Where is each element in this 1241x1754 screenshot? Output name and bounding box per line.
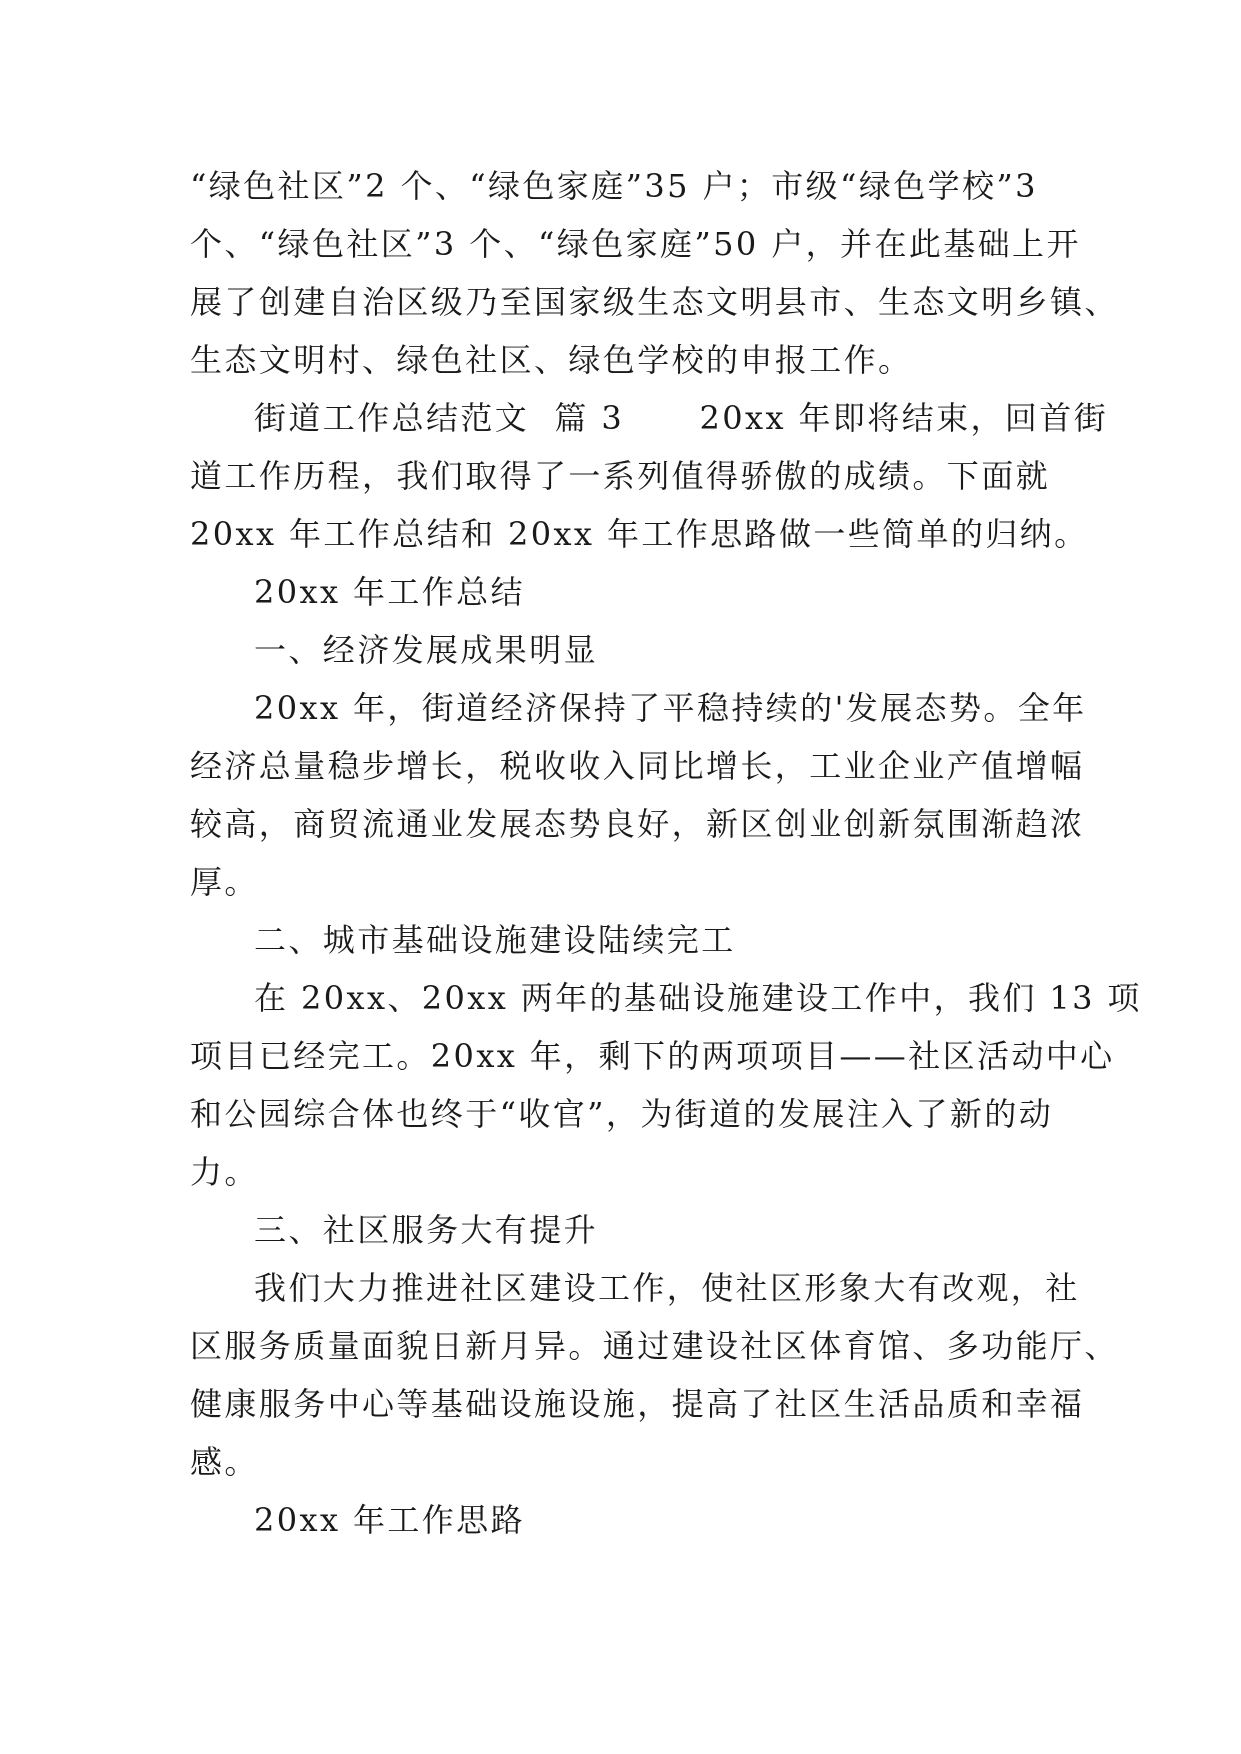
text-line: 道工作历程，我们取得了一系列值得骄傲的成绩。下面就 [190, 457, 1051, 495]
text-line: 厚。 [190, 863, 259, 901]
subheading: 20xx 年工作思路 [254, 1501, 525, 1539]
text-line: 我们大力推进社区建设工作，使社区形象大有改观，社 [254, 1269, 1080, 1307]
text-line: “绿色社区”2 个、“绿色家庭”35 户；市级“绿色学校”3 [190, 167, 1038, 205]
text-line: 展了创建自治区级乃至国家级生态文明县市、生态文明乡镇、 [190, 283, 1119, 321]
text-line: 区服务质量面貌日新月异。通过建设社区体育馆、多功能厅、 [190, 1327, 1119, 1365]
subheading: 20xx 年工作总结 [254, 573, 525, 611]
text-line: 在 20xx、20xx 两年的基础设施建设工作中，我们 13 项 [254, 979, 1142, 1017]
text-line: 个、“绿色社区”3 个、“绿色家庭”50 户，并在此基础上开 [190, 225, 1081, 263]
text-line: 20xx 年工作总结和 20xx 年工作思路做一些简单的归纳。 [190, 515, 1089, 553]
text-line: 项目已经完工。20xx 年，剩下的两项项目——社区活动中心 [190, 1037, 1115, 1075]
section-heading: 街道工作总结范文 篇 3 20xx 年即将结束，回首街 [254, 399, 1109, 437]
subheading: 三、社区服务大有提升 [254, 1211, 599, 1249]
text-line: 力。 [190, 1153, 259, 1191]
text-line: 和公园综合体也终于“收官”，为街道的发展注入了新的动 [190, 1095, 1054, 1133]
text-line: 健康服务中心等基础设施设施，提高了社区生活品质和幸福 [190, 1385, 1085, 1423]
text-line: 生态文明村、绿色社区、绿色学校的申报工作。 [190, 341, 913, 379]
subheading: 二、城市基础设施建设陆续完工 [254, 921, 736, 959]
text-line: 20xx 年，街道经济保持了平稳持续的'发展态势。全年 [254, 689, 1087, 727]
text-line: 较高，商贸流通业发展态势良好，新区创业创新氛围渐趋浓 [190, 805, 1085, 843]
text-line: 感。 [190, 1443, 259, 1481]
text-line: 经济总量稳步增长，税收收入同比增长，工业企业产值增幅 [190, 747, 1085, 785]
subheading: 一、经济发展成果明显 [254, 631, 599, 669]
